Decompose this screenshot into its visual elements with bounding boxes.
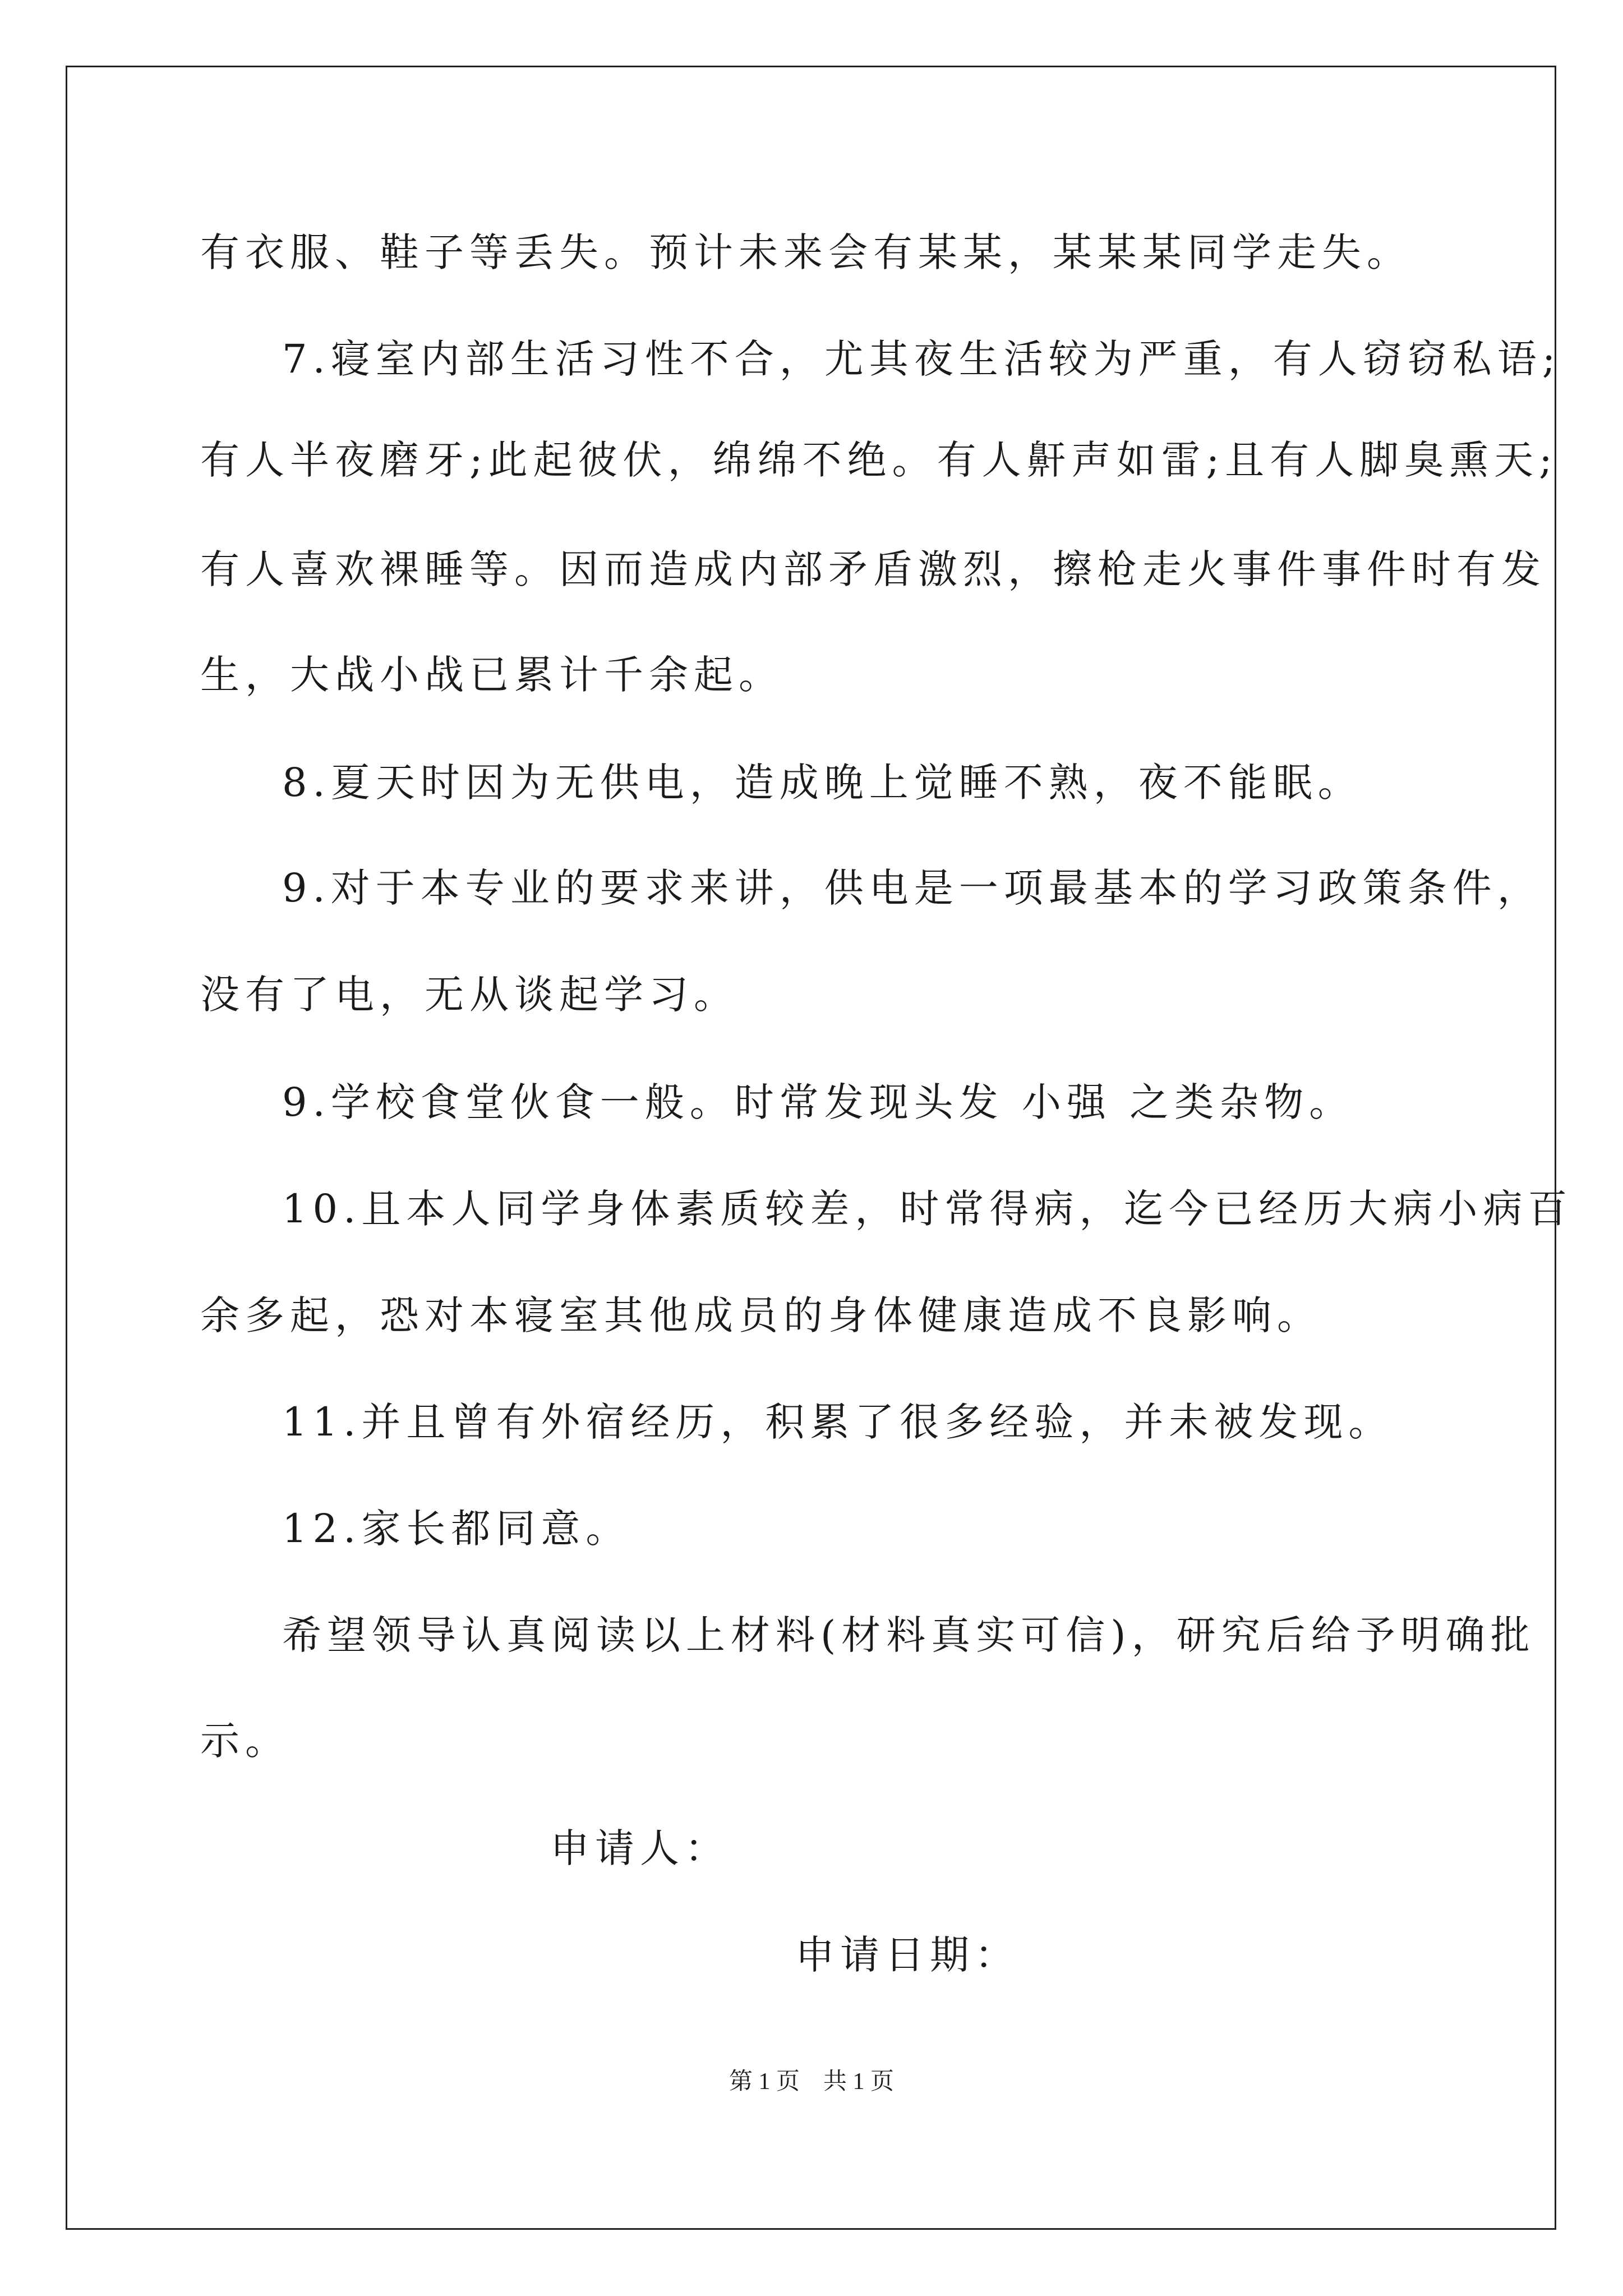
text-line: 11.并且曾有外宿经历，积累了很多经验，并未被发现。 — [282, 1399, 1394, 1445]
text-line: 示。 — [200, 1718, 290, 1764]
page-border — [66, 66, 1556, 2230]
text-line: 有衣服、鞋子等丢失。预计未来会有某某，某某某同学走失。 — [200, 229, 1412, 275]
text-line: 生，大战小战已累计千余起。 — [200, 652, 783, 698]
text-line: 有人半夜磨牙;此起彼伏，绵绵不绝。有人鼾声如雷;且有人脚臭熏天; — [200, 437, 1558, 483]
application-date-label: 申请日期： — [795, 1932, 1020, 1978]
text-line: 12.家长都同意。 — [282, 1506, 631, 1552]
text-line: 有人喜欢裸睡等。因而造成内部矛盾激烈，擦枪走火事件事件时有发 — [200, 546, 1546, 592]
text-line: 7.寝室内部生活习性不合，尤其夜生活较为严重，有人窃窃私语; — [282, 336, 1561, 382]
applicant-label: 申请人： — [550, 1825, 730, 1871]
page-footer: 第 1 页 共 1 页 — [728, 2069, 894, 2095]
text-line: 希望领导认真阅读以上材料(材料真实可信)，研究后给予明确批 — [282, 1612, 1536, 1658]
text-line: 9.对于本专业的要求来讲，供电是一项最基本的学习政策条件， — [282, 865, 1542, 911]
text-line: 9.学校食堂伙食一般。时常发现头发 小强 之类杂物。 — [282, 1079, 1354, 1125]
text-line: 10.且本人同学身体素质较差，时常得病，迄今已经历大病小病百 — [282, 1186, 1573, 1232]
text-line: 8.夏天时因为无供电，造成晚上觉睡不熟，夜不能眠。 — [282, 760, 1363, 806]
text-line: 余多起，恐对本寝室其他成员的身体健康造成不良影响。 — [200, 1292, 1322, 1338]
text-line: 没有了电，无从谈起学习。 — [200, 972, 739, 1018]
